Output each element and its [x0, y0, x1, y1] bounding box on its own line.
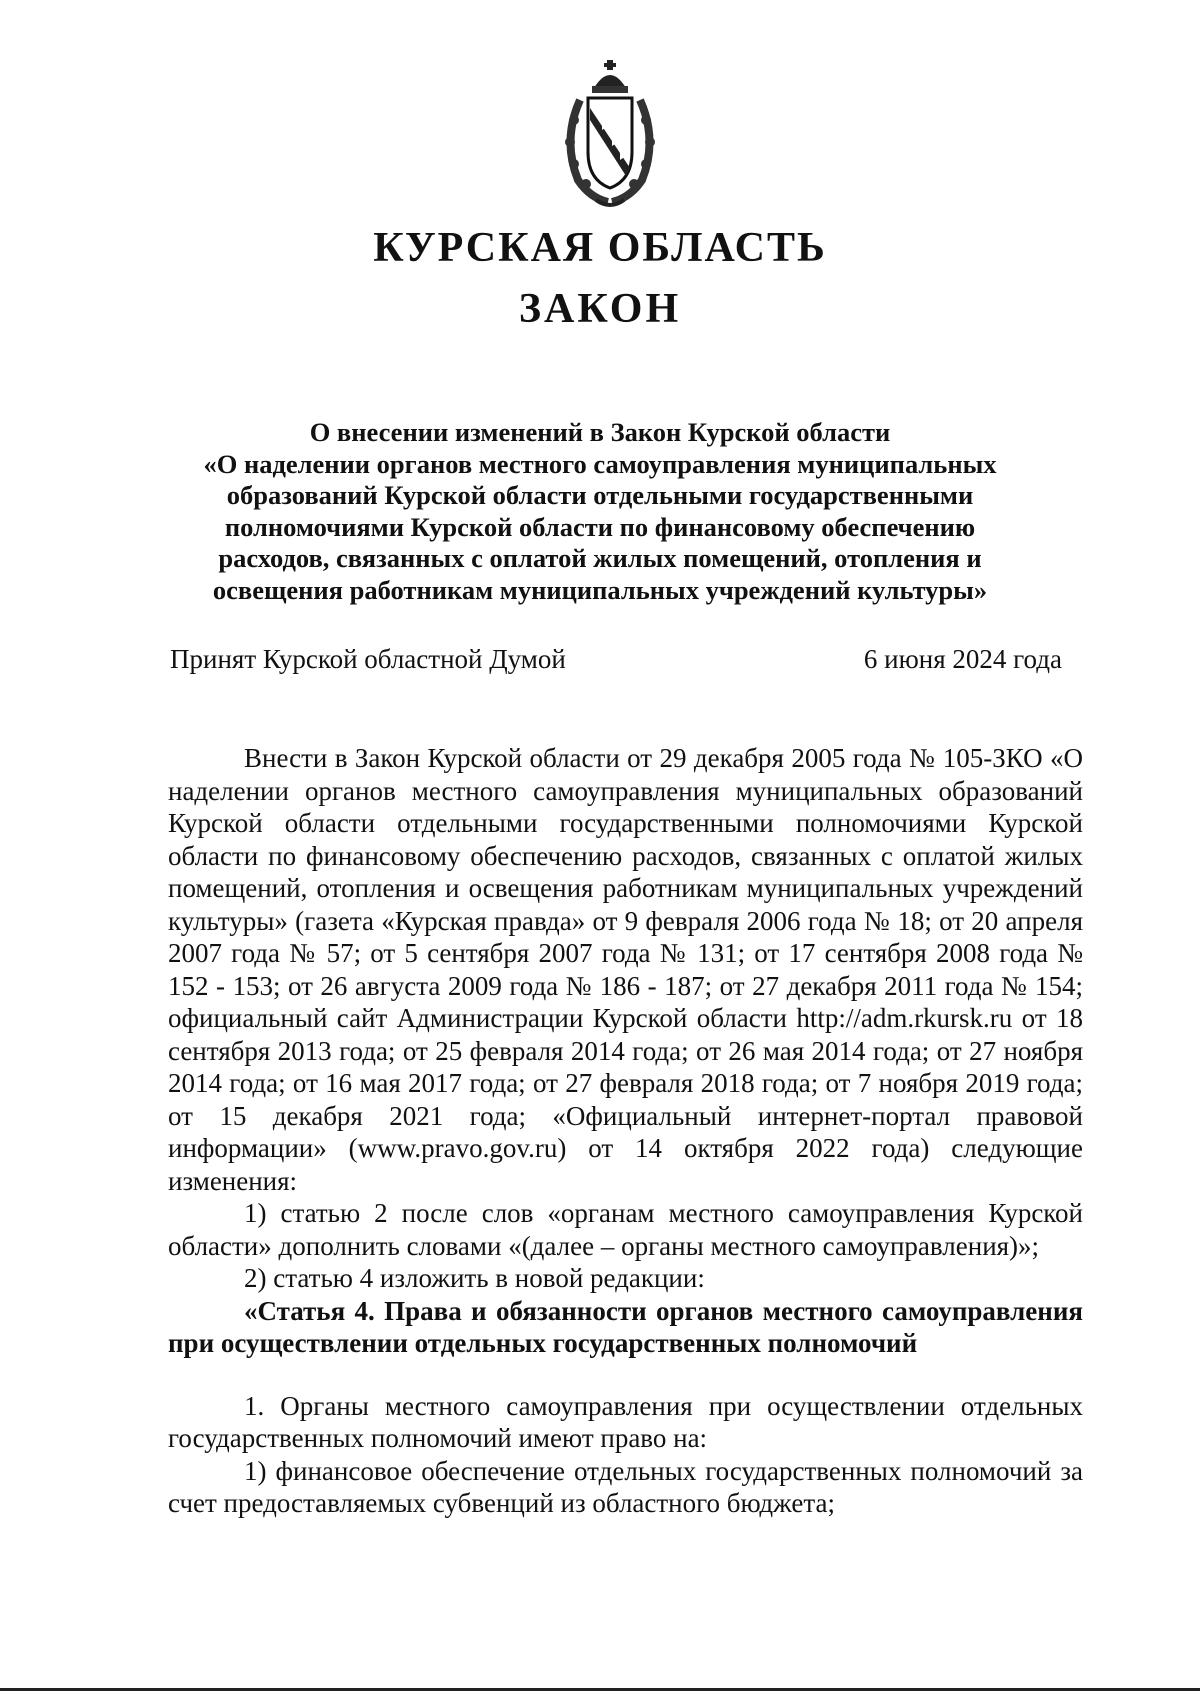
article-point-1: 1. Органы местного самоуправления при осуществлении отдельных государственных полномочий имеют право на:	[168, 1390, 1083, 1453]
subject-line: расходов, связанных с оплатой жилых помещений, отопления и	[218, 543, 982, 573]
subject-line: О внесении изменений в Закон Курской области	[309, 417, 891, 447]
article-heading: «Статья 4. Права и обязанности органов местного самоуправления при осуществлении отдельных государственных полномочий	[168, 1295, 1083, 1358]
subject-line: полномочиями Курской области по финансовому обеспечению	[224, 511, 976, 542]
article-subpoint-1: 1) финансовое обеспечение отдельных государственных полномочий за счет предоставляемых субвенций из областного бюджета;	[168, 1455, 1083, 1518]
law-subject-title	[180, 417, 1020, 606]
amendment-item-1: 1) статью 2 после слов «органам местного самоуправления Курской области» дополнить словами «(далее – органы местного самоуправления)»;	[168, 1198, 1083, 1261]
subject-line: «О наделении органов местного самоуправления муниципальных	[203, 448, 997, 479]
amendment-item-2: 2) статью 4 изложить в новой редакции:	[244, 1263, 705, 1293]
law-body	[168, 742, 1083, 1520]
page-bottom-edge	[0, 1688, 1200, 1691]
region-title: КУРСКАЯ ОБЛАСТЬ	[373, 225, 827, 271]
adoption-date: 6 июня 2024 года	[863, 644, 1062, 674]
document-type-title: ЗАКОН	[518, 286, 682, 332]
subject-line: освещения работникам муниципальных учреждений культуры»	[212, 574, 988, 605]
intro-paragraph: Внести в Закон Курской области от 29 декабря 2005 года № 105-ЗКО «О наделении органов местного самоуправления муниципальных образований Курской области отдельными государственными полномочиями Курской области по финансовому обеспечению расходов, связанных с оплатой жилых помещений, отопления и освещения работникам муниципальных учреждений культуры» (газета «Курская правда» от 9 февраля 2006 года № 18; от 20 апреля 2007 года № 57; от 5 сентября 2007 года № 131; от 17 сентября 2008 года № 152 - 153; от 26 августа 2009 года № 186 - 187; от 27 декабря 2011 года № 154; официальный сайт Администрации Курской области http://adm.rkursk.ru от 18 сентября 2013 года; от 25 февраля 2014 года; от 26 мая 2014 года; от 27 ноября 2014 года; от 16 мая 2017 года; от 27 февраля 2018 года; от 7 ноября 2019 года; от 15 декабря 2021 года; «Официальный интернет-портал правовой информации» (www.pravo.gov.ru) от 14 октября 2022 года) следующие изменения:	[168, 743, 1083, 1196]
adoption-line	[170, 644, 1062, 675]
adopted-by: Принят Курской областной Думой	[170, 644, 566, 674]
coat-of-arms-icon	[560, 60, 660, 210]
subject-line: образований Курской области отдельными государственными	[226, 480, 974, 510]
